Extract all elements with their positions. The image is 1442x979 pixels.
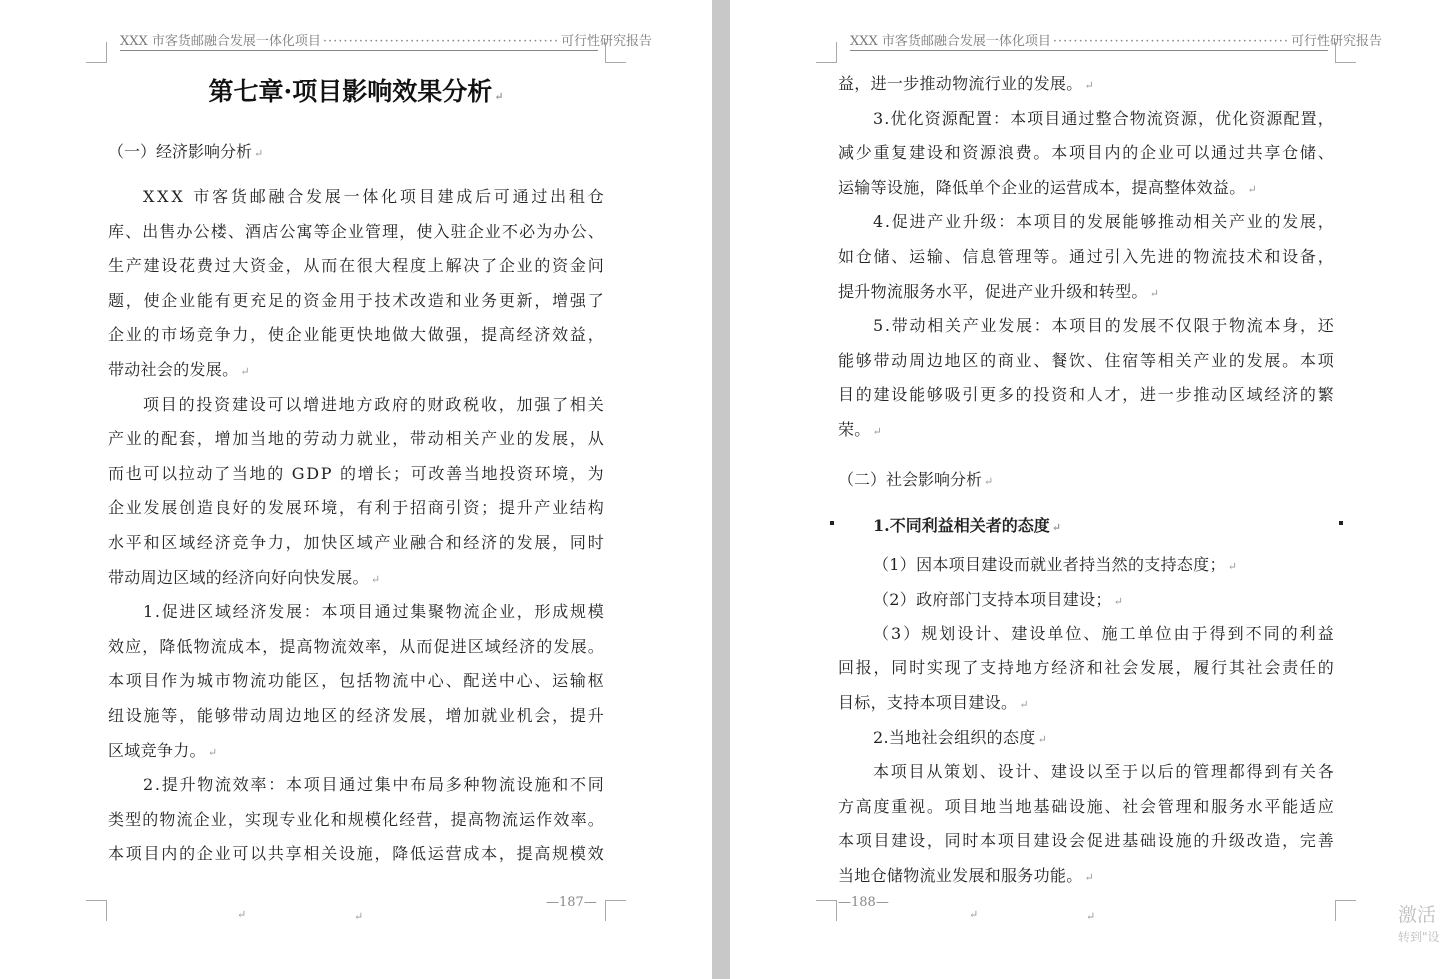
text-line: 目标，支持本项目建设。 ↵ [838,693,1029,712]
crop-mark [605,900,626,921]
text-line: 提升物流服务水平，促进产业升级和转型。 ↵ [838,281,1160,301]
text-line: 纽设施等，能够带动周边地区的经济发展，增加就业机会，提升 [108,706,606,725]
text-line: 当地仓储物流业发展和服务功能。 ↵ [838,866,1095,885]
text-line: 库、出售办公楼、酒店公寓等企业管理，使入驻企业不必为办公、 [108,221,605,241]
text-line: 运输等设施，降低单个企业的运营成本，提高整体效益。 ↵ [838,177,1258,197]
text-line: 5.带动相关产业发展：本项目的发展不仅限于物流本身，还 [873,316,1336,336]
running-header [850,30,1383,51]
text-line: 回报，同时实现了支持地方经济和社会发展，履行其社会责任的 [838,658,1336,677]
text-line: 类型的物流企业，实现专业化和规模化经营，提高物流运作效率。 [108,809,605,829]
text-line: 带动社会的发展。 ↵ [108,360,250,379]
document-page-187 [0,0,712,979]
text-line: 方高度重视。项目地当地基础设施、社会管理和服务水平能适应 [838,797,1336,816]
text-line: 本项目建设，同时本项目建设会促进基础设施的升级改造，完善 [838,831,1336,850]
watermark-line-1: 激活 [1398,904,1437,926]
watermark-line-2: 转到"设 [1398,930,1440,944]
text-line: 本项目从策划、设计、建设以至于以后的管理都得到有关各 [873,762,1336,781]
header-report: 可行性研究报告 [561,34,653,49]
text-line: 效应，降低物流成本，提高物流效率，从而促进区域经济的发展。 [108,636,605,656]
text-line: 2.当地社会组织的态度 ↵ [873,728,1048,747]
text-line: 3.优化资源配置：本项目通过整合物流资源，优化资源配置， [873,108,1335,128]
text-line: 企业的市场竞争力，使企业能更快地做大做强，提高经济效益， [108,325,606,345]
section-heading-economic: （一）经济影响分析 ↵ [108,142,264,161]
text-line: 项目的投资建设可以增进地方政府的财政税收，加强了相关 [143,394,606,414]
list-bullet [830,521,834,525]
text-line: 益，进一步推动物流行业的发展。 ↵ [838,74,1095,93]
text-line: 生产建设花费过大资金，从而在很大程度上解决了企业的资金问 [108,256,606,276]
crop-mark [816,42,837,63]
crop-mark [86,900,107,921]
page-number: —188— [838,895,889,910]
crop-mark [1335,900,1356,921]
text-line: 产业的配套，增加当地的劳动力就业，带动相关产业的发展，从 [108,429,606,449]
text-line: 区域竞争力。 ↵ [108,740,218,760]
paragraph-mark: ↵ [1086,910,1096,923]
text-line: （1）因本项目建设而就业者持当然的支持态度； ↵ [873,555,1238,574]
chapter-title: 第七章·项目影响效果分析 ↵ [208,77,504,106]
header-project: XXX 市客货邮融合发展一体化项目 [850,34,1051,49]
text-line: XXX 市客货邮融合发展一体化项目建成后可通过出租仓 [143,187,607,206]
crop-mark [86,42,107,63]
text-line: 1.促进区域经济发展：本项目通过集聚物流企业，形成规模 [143,602,606,622]
text-line: （3）规划设计、建设单位、施工单位由于得到不同的利益 [873,624,1336,643]
text-line: 本项目作为城市物流功能区，包括物流中心、配送中心、运输枢 [108,671,606,691]
text-line: 本项目内的企业可以共享相关设施，降低运营成本，提高规模效 [108,844,606,864]
paragraph-mark: ↵ [354,910,364,923]
text-line: 目的建设能够吸引更多的投资和人才，进一步推动区域经济的繁 [838,385,1336,405]
crop-mark [816,900,837,921]
section-heading-social: （二）社会影响分析 ↵ [838,470,994,489]
document-page-188 [730,0,1442,979]
header-dots: ·············································· [322,34,559,49]
text-line: 企业发展创造良好的发展环境，有利于招商引资；提升产业结构 [108,498,606,518]
running-header [120,30,653,51]
text-line: 带动周边区域的经济向好向快发展。 ↵ [108,567,381,587]
activation-watermark [1398,904,1442,948]
text-line: 减少重复建设和资源浪费。本项目内的企业可以通过共享仓储、 [838,143,1336,163]
header-dots: ·············································· [1052,34,1289,49]
text-line: （2）政府部门支持本项目建设； ↵ [873,590,1124,609]
text-line: 题，使企业能有更充足的资金用于技术改造和业务更新，增强了 [108,290,606,310]
text-line: 而也可以拉动了当地的 GDP 的增长；可改善当地投资环境，为 [108,463,606,483]
paragraph-mark: ↵ [237,908,247,921]
text-line: 荣。 ↵ [838,420,883,439]
header-report: 可行性研究报告 [1291,34,1383,49]
text-line: 能够带动周边地区的商业、餐饮、住宿等相关产业的发展。本项 [838,350,1336,370]
list-bullet [1339,521,1343,525]
text-line: 2.提升物流效率：本项目通过集中布局多种物流设施和不同 [143,775,606,795]
text-line: 如仓储、运输、信息管理等。通过引入先进的物流技术和设备， [838,247,1336,266]
text-line: 水平和区域经济竞争力，加快区域产业融合和经济的发展，同时 [108,533,606,552]
subheading-stakeholders: 1.不同利益相关者的态度 ↵ [873,516,1061,535]
header-project: XXX 市客货邮融合发展一体化项目 [120,34,321,49]
text-line: 4.促进产业升级：本项目的发展能够推动相关产业的发展， [873,212,1336,232]
paragraph-mark: ↵ [969,908,979,921]
page-number: —187— [546,895,597,910]
page-gutter [712,0,730,979]
